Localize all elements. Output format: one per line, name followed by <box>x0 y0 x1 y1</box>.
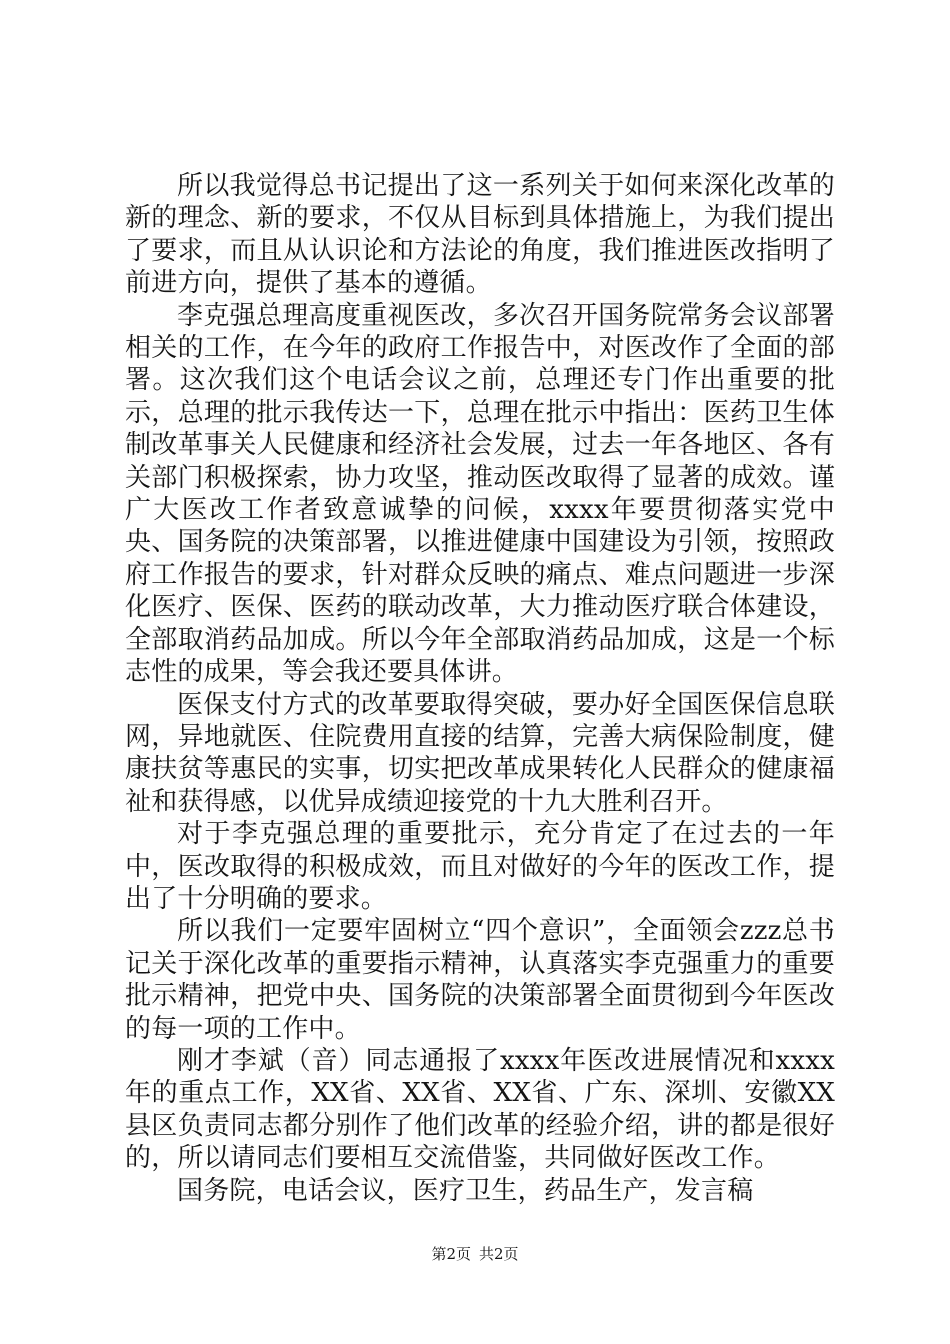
document-body <box>125 170 835 1207</box>
page-footer <box>0 1243 950 1264</box>
paragraph-1: 所以我觉得总书记提出了这一系列关于如何来深化改革的新的理念、新的要求，不仅从目标到具体措施上，为我们提出了要求，而且从认识论和方法论的角度，我们推进医改指明了前进方向，提供了基本的遵循。 <box>125 171 835 299</box>
paragraph-6: 刚才李斌（音）同志通报了xxxx年医改进展情况和xxxx年的重点工作，XX省、XX省、XX省、广东、深圳、安徽XX县区负责同志都分别作了他们改革的经验介绍，讲的都是很好的，所以请同志们要相互交流借鉴，共同做好医改工作。 <box>125 1045 835 1174</box>
keywords-line: 国务院，电话会议，医疗卫生，药品生产，发言稿 <box>177 1175 754 1206</box>
page-number: 第2页 <box>431 1245 471 1263</box>
paragraph-2: 李克强总理高度重视医改，多次召开国务院常务会议部署相关的工作，在今年的政府工作报告中，对医改作了全面的部署。这次我们这个电话会议之前，总理还专门作出重要的批示，总理的批示我传达一下，总理在批示中指出：医药卫生体制改革事关人民健康和经济社会发展，过去一年各地区、各有关部门积极探索，协力攻坚，推动医改取得了显著的成效。谨广大医改工作者致意诚挚的问候，xxxx年要贯彻落实党中央、国务院的决策部署，以推进健康中国建设为引领，按照政府工作报告的要求，针对群众反映的痛点、难点问题进一步深化医疗、医保、医药的联动改革，大力推动医疗联合体建设，全部取消药品加成。所以今年全部取消药品加成，这是一个标志性的成果，等会我还要具体讲。 <box>125 300 835 688</box>
page-total: 共2页 <box>479 1245 519 1263</box>
paragraph-4: 对于李克强总理的重要批示，充分肯定了在过去的一年中，医改取得的积极成效，而且对做好的今年的医改工作，提出了十分明确的要求。 <box>125 819 835 914</box>
paragraph-3: 医保支付方式的改革要取得突破，要办好全国医保信息联网，异地就医、住院费用直接的结算，完善大病保险制度，健康扶贫等惠民的实事，切实把改革成果转化人民群众的健康福祉和获得感，以优异成绩迎接党的十九大胜利召开。 <box>125 689 835 817</box>
paragraph-5: 所以我们一定要牢固树立“四个意识”，全面领会zzz总书记关于深化改革的重要指示精神，认真落实李克强重力的重要批示精神，把党中央、国务院的决策部署全面贯彻到今年医改的每一项的工作中。 <box>125 916 835 1044</box>
